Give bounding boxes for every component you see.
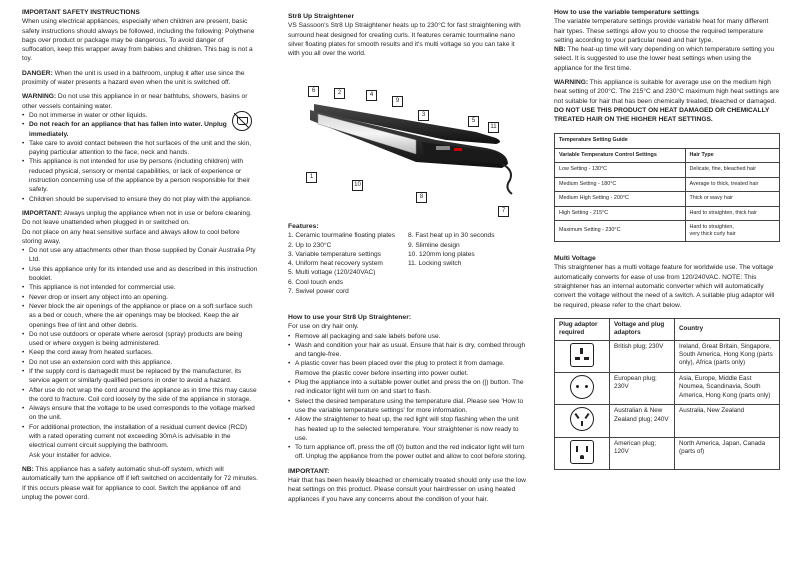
table-row: British plug; 230V Ireland, Great Britain, Singapore, South America, Hong Kong (parts only), Africa (parts only)	[555, 340, 780, 372]
callout-label: 11	[488, 122, 499, 133]
important-heading: IMPORTANT:	[288, 467, 330, 475]
callout-label: 8	[416, 192, 427, 203]
caps-warning: DO NOT USE THIS PRODUCT ON HEAT DAMAGED OR CHEMICALLY TREATED HAIR ON THE HIGHER HEAT SETTINGS.	[554, 106, 770, 124]
nb-text: The heat-up time will vary depending on which temperature setting you select. It is suggested to use the lower heat settings when using the appliance for the first time.	[554, 46, 775, 72]
callout-label: 7	[498, 206, 509, 217]
safety-column	[22, 8, 258, 507]
list-item: • Use this appliance only for its intended use and as described in this instruction booklet.	[22, 265, 258, 284]
callout-label: 4	[366, 90, 377, 101]
table-row: Medium High Setting - 200°C Thick or wavy hair	[555, 192, 780, 207]
callout-label: 6	[308, 86, 319, 97]
list-item: • Select the desired temperature using the temperature dial. Please see 'How to use the variable temperature settings' for more information.	[288, 397, 528, 416]
safety-heading: IMPORTANT SAFETY INSTRUCTIONS	[22, 9, 140, 16]
list-item: • To turn appliance off, press the off (0) button and the red indicator light will turn off. Unplug the appliance from the power outlet and allow to cool before storing.	[288, 443, 528, 462]
danger-label: DANGER:	[22, 69, 53, 77]
features-left	[288, 231, 408, 296]
column-header: Voltage and plug adaptors	[610, 318, 675, 340]
temperature-dial	[436, 146, 450, 150]
feature-item: 3. Variable temperature settings	[288, 250, 381, 258]
warning-paragraph	[554, 78, 780, 106]
column-header: Plug adaptor required	[555, 318, 610, 340]
feature-item: 2. Up to 230°C	[288, 241, 332, 249]
warning-label: WARNING:	[22, 93, 57, 101]
list-item: • Allow the straightener to heat up, the red light will stop flashing when the unit has heated up to the selected temperature. Your straightener is now ready to use.	[288, 415, 528, 443]
callout-label: 1	[306, 172, 317, 183]
multi-voltage-heading: Multi Voltage	[554, 255, 596, 263]
temperature-heading: How to use the variable temperature settings	[554, 9, 700, 16]
list-item: • Keep the cord away from heated surfaces.	[22, 348, 258, 357]
feature-item: 11. Locking switch	[408, 260, 462, 268]
list-item: • Do not use any attachments other than those supplied by Conair Australia Pty Ltd.	[22, 246, 258, 265]
danger-text: When the unit is used in a bathroom, unplug it after use since the proximity of water presents a hazard even when the unit is switched off.	[22, 69, 245, 87]
howto-list	[288, 332, 528, 462]
product-column	[288, 8, 528, 63]
callout-label: 9	[392, 96, 403, 107]
table-row: Australian & New Zealand plug; 240V Australia, New Zealand	[555, 405, 780, 437]
callout-label: 5	[468, 116, 479, 127]
table-row: Medium Setting - 180°C Average to thick, treated hair	[555, 177, 780, 192]
advice-line: Ask your installer for advice.	[29, 451, 112, 459]
list-item: • Never block the air openings of the appliance or place on a soft surface such as a bed or couch, where the air openings may be blocked. Keep the air openings free of lint and other debris.	[22, 302, 258, 330]
temperature-table-title: Temperature Setting Guide	[555, 133, 780, 148]
feature-item: 10. 120mm long plates	[408, 250, 475, 258]
list-item: • Remove all packaging and sale labels before use.	[288, 332, 528, 341]
howto-heading: How to use your Str8 Up Straightener:	[288, 314, 412, 321]
important-label: IMPORTANT:	[22, 209, 63, 217]
danger-paragraph	[22, 69, 258, 88]
features-right	[408, 231, 528, 296]
table-row: European plug; 230V Asia, Europe, Middle East Noumea, Scandinavia, South America, Hong Kong (parts only)	[555, 373, 780, 405]
column-header: Hair Type	[685, 148, 780, 163]
british-plug-icon	[570, 343, 594, 367]
feature-item: 5. Multi voltage (120/240VAC)	[288, 269, 376, 277]
american-plug-icon	[570, 440, 594, 464]
nb-text: This appliance has a safety automatic shut-off system, which will automatically turn the appliance off if left switched on accidentally for 72 minutes. If this occurs please wait for appliance to cool. Switch the appliance off and unplug the power cord.	[22, 465, 258, 501]
list-item: • Do not use an extension cord with this appliance.	[22, 358, 258, 367]
list-item: • After use do not wrap the cord around the appliance as in time this may cause the cord to fracture. Coil cord loosely by the side of the appliance in storage.	[22, 386, 258, 405]
howto-section	[288, 313, 528, 504]
nb-paragraph	[554, 45, 780, 73]
list-item: • Do not immerse in water or other liquids.	[22, 111, 258, 120]
table-row: Low Setting - 130°C Delicate, fine, bleached hair	[555, 163, 780, 178]
nb-paragraph	[22, 465, 258, 502]
warning-text: This appliance is suitable for average use on the medium high heat setting of 200°C. The 215°C and 230°C maximum high heat settings are not suitable for hair that has been chemically treated, bleached or damaged.	[554, 79, 780, 105]
list-item: • Do not reach for an appliance that has fallen into water. Unplug immediately.	[22, 120, 258, 139]
nb-label: NB:	[22, 465, 34, 473]
important-text: Hair that has been heavily bleached or chemically treated should only use the low heat settings on this product. Please consult your hairdresser on using heated appliances if you have any concerns about the condition of your hair.	[288, 477, 526, 503]
feature-item: 8. Fast heat up in 30 seconds	[408, 232, 495, 240]
list-item: • This appliance is not intended for use by persons (including children) with reduced physical, sensory or mental capabilities, or lack of experience or instruction concerning use of the appliance by a person responsible for their safety.	[22, 157, 258, 194]
list-item: • This appliance is not intended for commercial use.	[22, 283, 258, 292]
temperature-column	[554, 8, 780, 470]
list-item: • A plastic cover has been placed over the plug to protect it from damage. Remove the plastic cover before inserting into power outlet.	[288, 359, 528, 378]
warning-paragraph	[22, 92, 258, 111]
table-row: American plug; 120V North America, Japan, Canada (parts of)	[555, 437, 780, 469]
safety-intro: When using electrical appliances, especially when children are present, basic safety instructions should always be followed, including the following: Polythene bags over product or package may be dangerous. To avoid danger of suffocation, keep this wrapper away from babies and children. This bag is not a toy.	[22, 18, 255, 63]
feature-item: 1. Ceramic tourmaline floating plates	[288, 232, 396, 240]
warning-list	[22, 111, 258, 204]
feature-item: 6. Cool touch ends	[288, 278, 343, 286]
list-item: • Never drop or insert any object into an opening.	[22, 293, 258, 302]
warning-label: WARNING:	[554, 79, 589, 87]
straightener-diagram	[296, 84, 524, 216]
table-row: High Setting - 215°C Hard to straighten, thick hair	[555, 206, 780, 221]
features-section	[288, 222, 528, 296]
list-item: • For additional protection, the installation of a residual current device (RCD) with a rated operating current not exceeding 30mA is advisable in the electrical current circuit supplying the bathroom.	[22, 423, 258, 451]
feature-item: 4. Uniform heat recovery system	[288, 260, 383, 268]
list-item: • Always ensure that the voltage to be used corresponds to the voltage marked on the unit.	[22, 404, 258, 423]
callout-label: 2	[334, 88, 345, 99]
product-intro: VS Sassoon's Str8 Up Straightener heats up to 230°C for fast straightening with surround heat designed for creating curls. It features ceramic tourmaline nano silver floating plates for smooth results and it's multi voltage so you can take it with you all over the world.	[288, 22, 521, 58]
howto-intro: For use on dry hair only.	[288, 323, 359, 331]
australian-plug-icon	[570, 407, 594, 431]
important-list	[22, 246, 258, 460]
swivel-cord	[502, 164, 512, 194]
column-header: Country	[675, 318, 780, 340]
european-plug-icon	[570, 375, 594, 399]
callout-label: 3	[418, 110, 429, 121]
multi-voltage-text: This straightener has a multi voltage feature for worldwide use. The voltage automatically converts for ease of use from 120/240VAC. NOTE: This straightener has an internal automatic converter which will automatically convert the voltage without the need of a switch. A suitable plug adaptor will be required, please refer to the chart below.	[554, 264, 775, 309]
list-item: • Children should be supervised to ensure they do not play with the appliance.	[22, 195, 258, 204]
feature-item: 7. Swivel power cord	[288, 288, 349, 296]
nb-label: NB:	[554, 46, 566, 54]
important-text: Always unplug the appliance when not in use or before cleaning.	[62, 209, 252, 217]
indicator-light	[454, 148, 462, 151]
list-item: • Take care to avoid contact between the hot surfaces of the unit and the skin, paying particular attention to the face, neck and hands.	[22, 139, 258, 158]
product-heading: Str8 Up Straightener	[288, 13, 355, 20]
list-item: • Wash and condition your hair as usual. Ensure that hair is dry, combed through and tangle-free.	[288, 341, 528, 360]
plug-table	[554, 318, 780, 470]
list-item: • Do not use outdoors or operate where aerosol (spray) products are being used or where oxygen is being administered.	[22, 330, 258, 349]
straightener-illustration	[296, 84, 524, 216]
table-row: Maximum Setting - 230°C Hard to straighten, very thick curly hair	[555, 221, 780, 242]
column-header: Variable Temperature Control Settings	[555, 148, 686, 163]
warning-text: Do not use this appliance in or near bathtubs, showers, basins or other vessels containing water.	[22, 93, 248, 110]
important-paragraph	[22, 209, 258, 218]
feature-item: 9. Slimline design	[408, 241, 460, 249]
callout-label: 10	[352, 180, 363, 191]
list-item: • If the supply cord is damagedit must be replaced by the manufacturer, its service agent or similarly qualified persons in order to avoid a hazard.	[22, 367, 258, 386]
temperature-table	[554, 133, 780, 243]
features-heading: Features:	[288, 223, 319, 230]
temperature-intro: The variable temperature settings provide variable heat for many different hair types. These settings allow you to choose the required temperature setting according to your particular need and hair type.	[554, 18, 769, 44]
list-item: • Plug the appliance into a suitable power outlet and press the on (|) button. The red indicator light will turn on and start to flash.	[288, 378, 528, 397]
important-line: Do not leave unattended when plugged in or switched on.	[22, 219, 190, 227]
important-line: Do not place on any heat sensitive surface and always allow to cool before storing away.	[22, 228, 240, 245]
